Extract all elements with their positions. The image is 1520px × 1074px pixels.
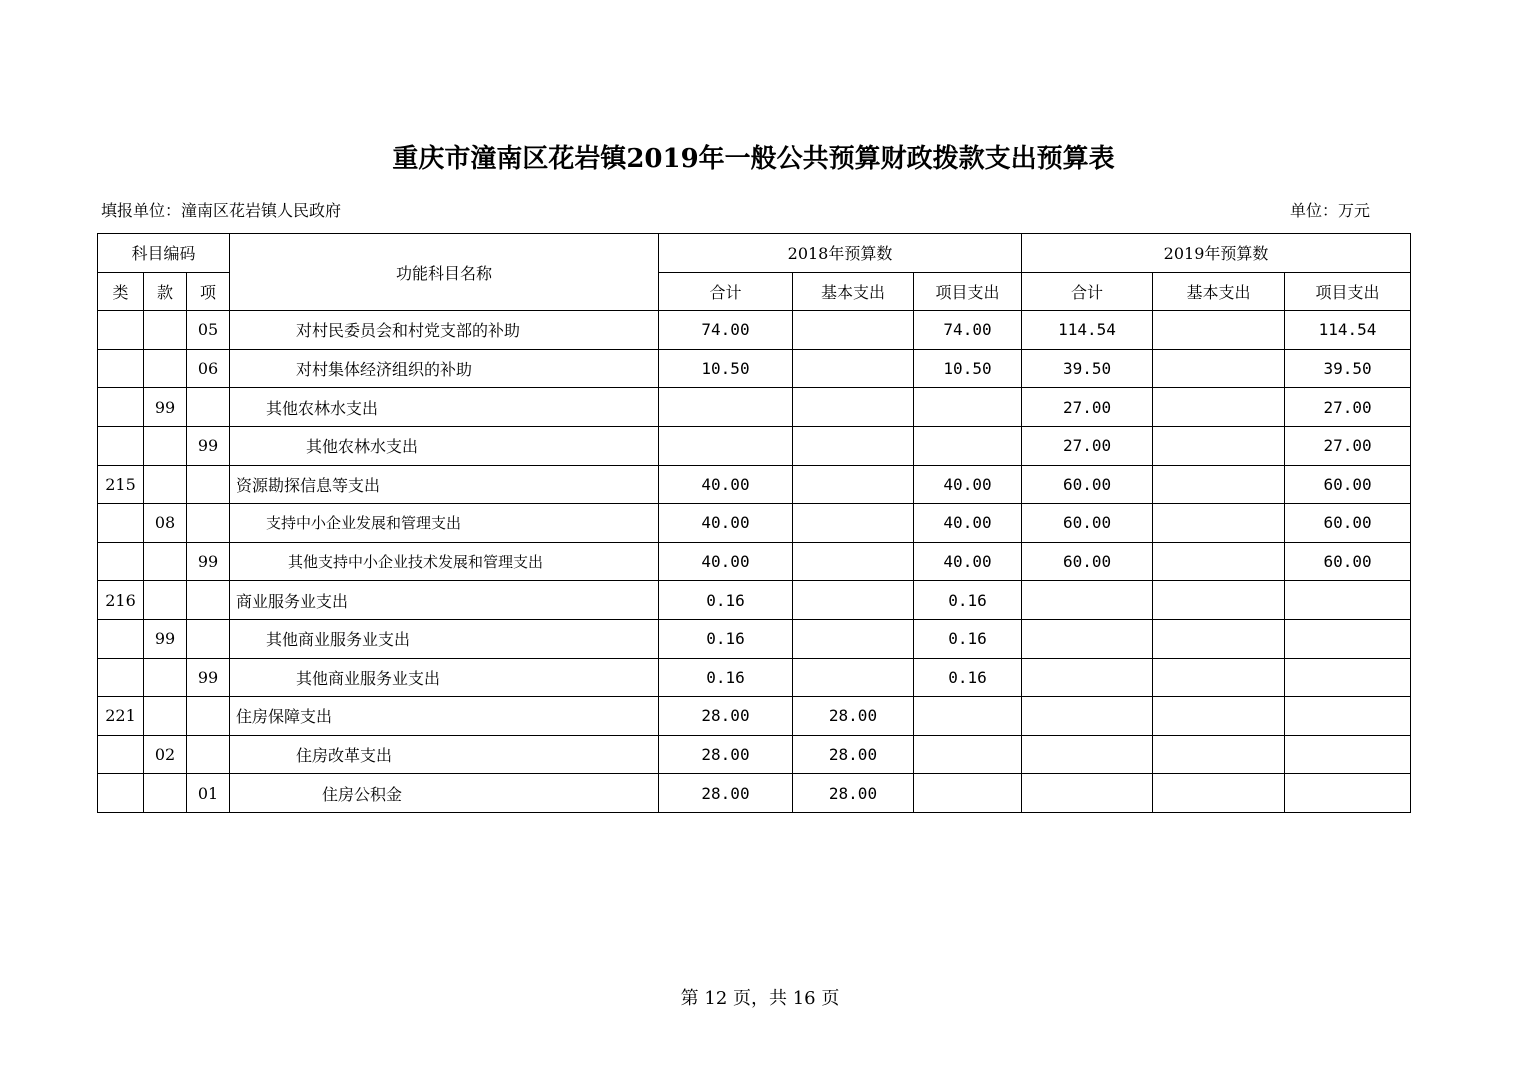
cell-lei xyxy=(98,542,144,581)
table-row xyxy=(98,697,1411,736)
cell-p18: 40.00 xyxy=(914,465,1022,504)
cell-lei xyxy=(98,311,144,350)
cell-p18: 40.00 xyxy=(914,542,1022,581)
cell-t19 xyxy=(1022,581,1153,620)
cell-xiang: 05 xyxy=(187,311,230,350)
cell-lei: 221 xyxy=(98,697,144,736)
page-title: 重庆市潼南区花岩镇2019年一般公共预算财政拨款支出预算表 xyxy=(392,144,1115,174)
header-row-1 xyxy=(98,234,1411,273)
cell-p19 xyxy=(1285,658,1411,697)
table-row xyxy=(98,349,1411,388)
cell-kuan xyxy=(144,465,187,504)
cell-b19 xyxy=(1153,542,1285,581)
cell-b19 xyxy=(1153,349,1285,388)
page-footer: 第 12 页，共 16 页 xyxy=(680,988,840,1009)
cell-t18: 40.00 xyxy=(659,542,793,581)
cell-t18: 28.00 xyxy=(659,735,793,774)
table-row xyxy=(98,504,1411,543)
cell-b18: 28.00 xyxy=(793,697,914,736)
cell-p19 xyxy=(1285,697,1411,736)
cell-t18: 40.00 xyxy=(659,504,793,543)
cell-p19: 60.00 xyxy=(1285,465,1411,504)
header-project-2019: 项目支出 xyxy=(1285,272,1411,311)
cell-p18 xyxy=(914,735,1022,774)
cell-xiang xyxy=(187,465,230,504)
cell-p18: 0.16 xyxy=(914,619,1022,658)
cell-name: 资源勘探信息等支出 xyxy=(230,465,659,504)
cell-p18 xyxy=(914,426,1022,465)
cell-name: 住房公积金 xyxy=(230,774,659,813)
cell-b18 xyxy=(793,465,914,504)
cell-p18: 0.16 xyxy=(914,581,1022,620)
cell-kuan: 99 xyxy=(144,388,187,427)
cell-lei: 215 xyxy=(98,465,144,504)
cell-lei: 216 xyxy=(98,581,144,620)
cell-kuan: 99 xyxy=(144,619,187,658)
cell-t18: 0.16 xyxy=(659,581,793,620)
cell-t19: 60.00 xyxy=(1022,542,1153,581)
cell-xiang: 99 xyxy=(187,426,230,465)
cell-kuan xyxy=(144,542,187,581)
header-2018: 2018年预算数 xyxy=(659,234,1022,273)
cell-b19 xyxy=(1153,619,1285,658)
cell-kuan xyxy=(144,311,187,350)
cell-t19: 27.00 xyxy=(1022,426,1153,465)
cell-name: 住房改革支出 xyxy=(230,735,659,774)
cell-b18 xyxy=(793,311,914,350)
cell-b18 xyxy=(793,349,914,388)
cell-name: 其他支持中小企业技术发展和管理支出 xyxy=(230,542,659,581)
cell-lei xyxy=(98,735,144,774)
budget-table xyxy=(97,233,1411,813)
header-total-2019: 合计 xyxy=(1022,272,1153,311)
cell-xiang xyxy=(187,697,230,736)
cell-p18: 10.50 xyxy=(914,349,1022,388)
cell-b18 xyxy=(793,619,914,658)
cell-lei xyxy=(98,658,144,697)
cell-kuan: 08 xyxy=(144,504,187,543)
cell-name: 对村集体经济组织的补助 xyxy=(230,349,659,388)
cell-name: 商业服务业支出 xyxy=(230,581,659,620)
cell-name: 支持中小企业发展和管理支出 xyxy=(230,504,659,543)
header-lei: 类 xyxy=(98,272,144,311)
cell-b19 xyxy=(1153,388,1285,427)
cell-xiang xyxy=(187,504,230,543)
cell-lei xyxy=(98,504,144,543)
cell-p18 xyxy=(914,697,1022,736)
table-row xyxy=(98,774,1411,813)
cell-lei xyxy=(98,774,144,813)
cell-t18: 10.50 xyxy=(659,349,793,388)
cell-t19 xyxy=(1022,619,1153,658)
cell-p19: 39.50 xyxy=(1285,349,1411,388)
cell-t19: 27.00 xyxy=(1022,388,1153,427)
cell-kuan xyxy=(144,774,187,813)
cell-xiang xyxy=(187,735,230,774)
cell-b19 xyxy=(1153,426,1285,465)
cell-p19 xyxy=(1285,735,1411,774)
table-row xyxy=(98,619,1411,658)
cell-p19: 27.00 xyxy=(1285,426,1411,465)
cell-name: 其他农林水支出 xyxy=(230,388,659,427)
header-name: 功能科目名称 xyxy=(230,234,659,311)
cell-t18: 28.00 xyxy=(659,697,793,736)
table-row xyxy=(98,581,1411,620)
cell-t19: 60.00 xyxy=(1022,504,1153,543)
cell-t18: 0.16 xyxy=(659,658,793,697)
cell-t19: 39.50 xyxy=(1022,349,1153,388)
cell-t18: 28.00 xyxy=(659,774,793,813)
cell-p19 xyxy=(1285,581,1411,620)
cell-xiang xyxy=(187,388,230,427)
cell-t18 xyxy=(659,388,793,427)
cell-name: 其他商业服务业支出 xyxy=(230,658,659,697)
cell-xiang xyxy=(187,619,230,658)
header-kuan: 款 xyxy=(144,272,187,311)
table-row xyxy=(98,426,1411,465)
cell-lei xyxy=(98,388,144,427)
cell-kuan xyxy=(144,426,187,465)
cell-xiang: 06 xyxy=(187,349,230,388)
cell-xiang: 99 xyxy=(187,542,230,581)
cell-b19 xyxy=(1153,658,1285,697)
cell-b18: 28.00 xyxy=(793,735,914,774)
cell-kuan: 02 xyxy=(144,735,187,774)
cell-t19 xyxy=(1022,658,1153,697)
cell-p18: 40.00 xyxy=(914,504,1022,543)
cell-t18: 74.00 xyxy=(659,311,793,350)
table-row xyxy=(98,658,1411,697)
cell-p18 xyxy=(914,774,1022,813)
cell-xiang xyxy=(187,581,230,620)
cell-p19 xyxy=(1285,619,1411,658)
cell-b19 xyxy=(1153,465,1285,504)
cell-kuan xyxy=(144,581,187,620)
cell-b18 xyxy=(793,388,914,427)
cell-b19 xyxy=(1153,311,1285,350)
cell-t19 xyxy=(1022,697,1153,736)
cell-xiang: 01 xyxy=(187,774,230,813)
cell-t18 xyxy=(659,426,793,465)
cell-kuan xyxy=(144,349,187,388)
cell-lei xyxy=(98,426,144,465)
cell-kuan xyxy=(144,658,187,697)
table-row xyxy=(98,465,1411,504)
cell-p19: 60.00 xyxy=(1285,504,1411,543)
currency-unit: 单位：万元 xyxy=(1290,201,1371,220)
cell-name: 其他农林水支出 xyxy=(230,426,659,465)
header-2019: 2019年预算数 xyxy=(1022,234,1411,273)
cell-b19 xyxy=(1153,735,1285,774)
table-row xyxy=(98,735,1411,774)
cell-t19: 60.00 xyxy=(1022,465,1153,504)
cell-t19 xyxy=(1022,774,1153,813)
header-total-2018: 合计 xyxy=(659,272,793,311)
header-basic-2018: 基本支出 xyxy=(793,272,914,311)
cell-b18 xyxy=(793,426,914,465)
cell-t18: 0.16 xyxy=(659,619,793,658)
cell-lei xyxy=(98,619,144,658)
cell-b19 xyxy=(1153,581,1285,620)
header-code-group: 科目编码 xyxy=(98,234,230,273)
cell-p18 xyxy=(914,388,1022,427)
header-project-2018: 项目支出 xyxy=(914,272,1022,311)
cell-b18 xyxy=(793,658,914,697)
cell-b18: 28.00 xyxy=(793,774,914,813)
cell-t18: 40.00 xyxy=(659,465,793,504)
cell-name: 其他商业服务业支出 xyxy=(230,619,659,658)
cell-name: 对村民委员会和村党支部的补助 xyxy=(230,311,659,350)
cell-t19: 114.54 xyxy=(1022,311,1153,350)
cell-lei xyxy=(98,349,144,388)
reporting-unit: 填报单位：潼南区花岩镇人民政府 xyxy=(101,201,342,220)
cell-name: 住房保障支出 xyxy=(230,697,659,736)
cell-b19 xyxy=(1153,697,1285,736)
cell-t19 xyxy=(1022,735,1153,774)
cell-b18 xyxy=(793,504,914,543)
table-row xyxy=(98,311,1411,350)
cell-p19 xyxy=(1285,774,1411,813)
cell-p19: 114.54 xyxy=(1285,311,1411,350)
header-xiang: 项 xyxy=(187,272,230,311)
cell-p18: 0.16 xyxy=(914,658,1022,697)
cell-b19 xyxy=(1153,774,1285,813)
table-row xyxy=(98,388,1411,427)
cell-p18: 74.00 xyxy=(914,311,1022,350)
cell-kuan xyxy=(144,697,187,736)
cell-p19: 60.00 xyxy=(1285,542,1411,581)
header-basic-2019: 基本支出 xyxy=(1153,272,1285,311)
cell-b18 xyxy=(793,542,914,581)
cell-xiang: 99 xyxy=(187,658,230,697)
cell-b18 xyxy=(793,581,914,620)
table-row xyxy=(98,542,1411,581)
cell-b19 xyxy=(1153,504,1285,543)
cell-p19: 27.00 xyxy=(1285,388,1411,427)
